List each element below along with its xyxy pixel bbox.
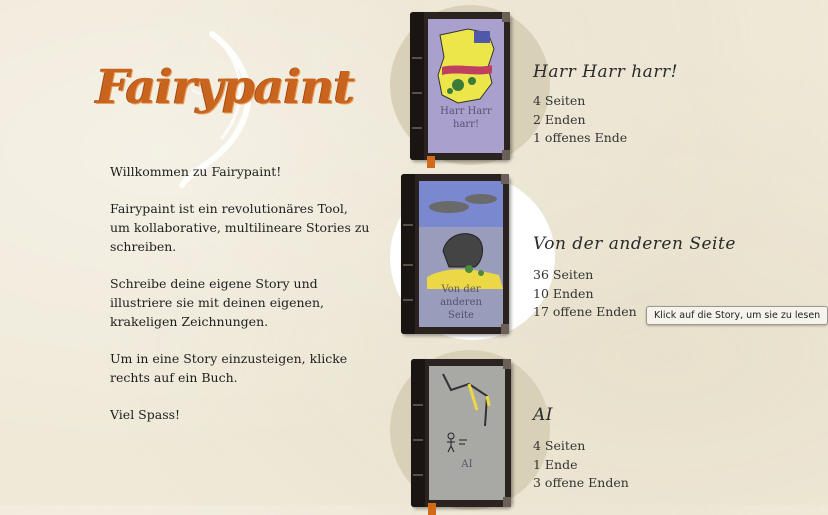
book-corner — [503, 497, 511, 507]
book-ring — [412, 127, 422, 129]
read-story-tooltip: Klick auf die Story, um sie zu lesen — [646, 306, 828, 325]
intro-text — [110, 162, 370, 442]
story-open-endings: 17 offene Enden — [533, 304, 637, 319]
book-cover-title: AI — [461, 459, 473, 470]
story-stats — [533, 437, 629, 493]
farewell-text: Viel Spass! — [110, 407, 181, 422]
book-ring — [403, 264, 413, 266]
story-stats — [533, 266, 637, 322]
story-title[interactable]: AI — [533, 405, 553, 425]
story-open-endings: 3 offene Enden — [533, 475, 629, 490]
book-ring — [413, 439, 423, 441]
book-cover-title: Von der anderen Seite — [440, 284, 482, 321]
story-open-endings: 1 offenes Ende — [533, 130, 628, 145]
story-pages: 36 Seiten — [533, 267, 594, 282]
description-text: Fairypaint ist ein revolutionäres Tool, um kollaborative, multilineare Stories zu schreiben. — [110, 201, 370, 254]
book-corner — [503, 359, 511, 369]
story-pages: 4 Seiten — [533, 438, 586, 453]
book-ring — [412, 92, 422, 94]
book-corner — [502, 150, 510, 160]
story-stats — [533, 92, 627, 148]
book-spine — [411, 359, 425, 507]
welcome-text: Willkommen zu Fairypaint! — [110, 164, 282, 179]
bookmark-ribbon — [427, 156, 435, 168]
book-spine — [401, 174, 415, 334]
ai-sketch-illustration — [429, 366, 505, 500]
book-ring — [403, 224, 413, 226]
book-cover-title: Harr Harr harr! — [440, 106, 492, 130]
book-cover — [429, 366, 505, 500]
story-pages: 4 Seiten — [533, 93, 586, 108]
book-ring — [403, 299, 413, 301]
book-cover — [419, 181, 503, 327]
treasure-map-illustration — [428, 19, 504, 153]
book-ring — [412, 57, 422, 59]
story-item[interactable] — [405, 0, 785, 170]
story-endings: 2 Enden — [533, 111, 586, 127]
logo-text: Fairypaint — [96, 60, 355, 115]
book-corner — [501, 174, 509, 184]
book-corner — [501, 324, 509, 334]
book-corner — [502, 12, 510, 22]
fairypaint-logo — [92, 38, 355, 178]
story-endings: 1 Ende — [533, 456, 578, 472]
book-spine — [410, 12, 424, 160]
story-book[interactable] — [411, 359, 511, 507]
book-ring — [413, 404, 423, 406]
story-item[interactable] — [405, 345, 785, 505]
story-endings: 10 Enden — [533, 285, 594, 301]
bookmark-ribbon — [428, 503, 436, 515]
book-cover — [428, 19, 504, 153]
book-ring — [413, 474, 423, 476]
howto-text: Um in eine Story einzusteigen, klicke rechts auf ein Buch. — [110, 351, 348, 385]
story-book[interactable] — [401, 174, 509, 334]
story-book[interactable] — [410, 12, 510, 160]
illustrate-text: Schreibe deine eigene Story und illustriere sie mit deinen eigenen, krakeligen Zeichnungen. — [110, 276, 324, 329]
story-title[interactable]: Harr Harr harr! — [533, 62, 678, 82]
story-title[interactable]: Von der anderen Seite — [533, 234, 736, 254]
